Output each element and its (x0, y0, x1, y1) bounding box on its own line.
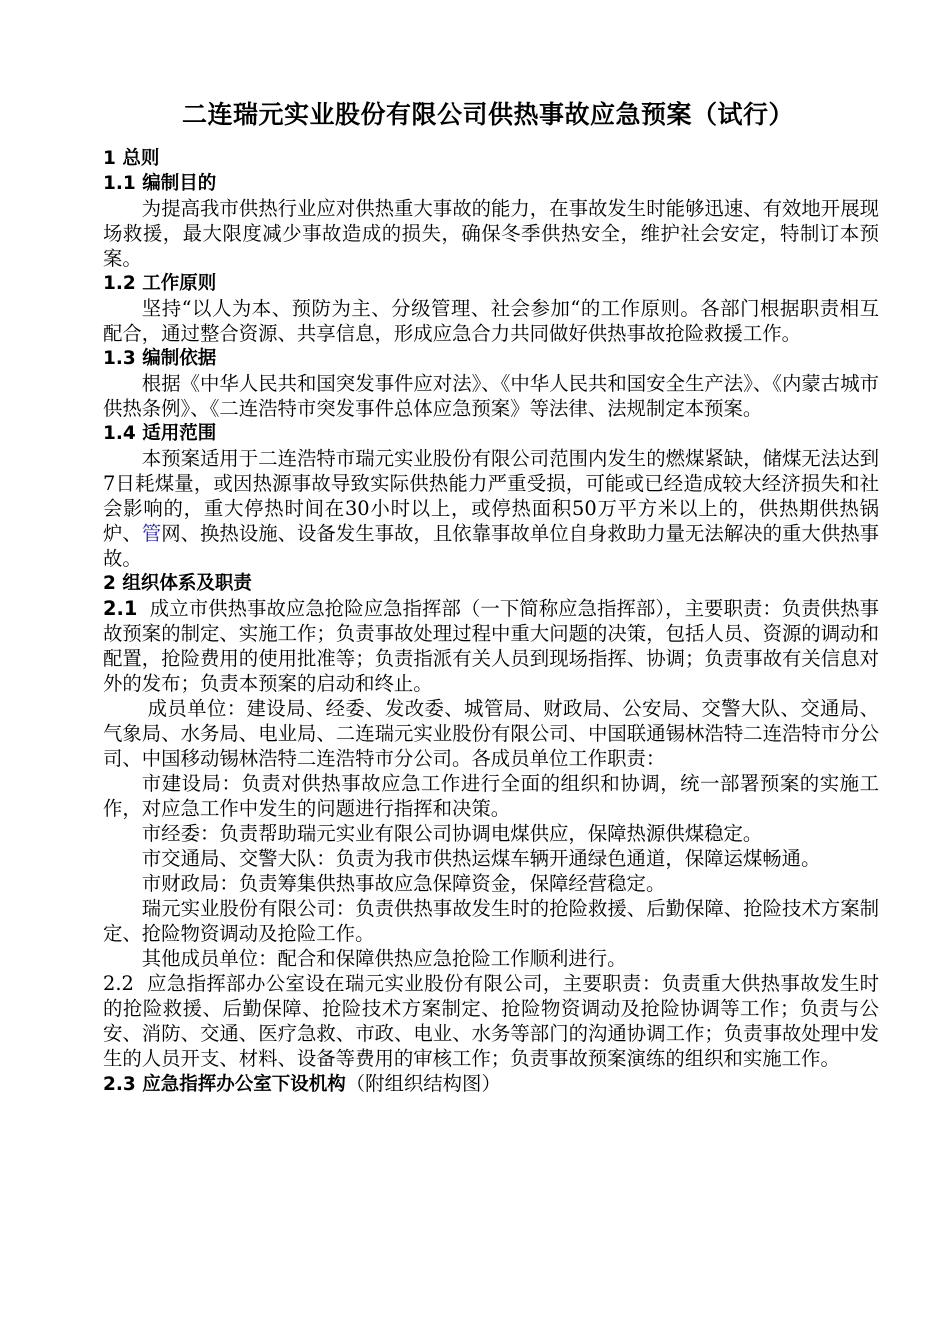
duty-construction-bureau: 市建设局：负责对供热事故应急工作进行全面的组织和协调，统一部署预案的实施工作，对应急工作中发生的问题进行指挥和决策。 (103, 772, 879, 820)
section-2-1-text (103, 596, 879, 696)
section-1-4-text-b: 网、换热设施、设备发生事故，且依靠事故单位自身救助力量无法解决的重大供热事故。 (103, 522, 880, 570)
pipe-link[interactable]: 管 (141, 522, 162, 545)
section-2-heading: 2 组织体系及职责 (103, 573, 252, 594)
section-1-4-text (103, 446, 879, 571)
section-1-3-heading: 1.3 编制依据 (103, 348, 217, 369)
duty-ruiyuan-company: 瑞元实业股份有限公司：负责供热事故发生时的抢险救援、后勤保障、抢险技术方案制定、抢险物资调动及抢险工作。 (103, 897, 879, 945)
section-1-4-heading: 1.4 适用范围 (103, 423, 217, 444)
section-2-2-text: 2.2 应急指挥部办公室设在瑞元实业股份有限公司，主要职责：负责重大供热事故发生时的抢险救援、后勤保障、抢险技术方案制定、抢险物资调动及抢险协调等工作；负责与公安、消防、交通、医疗急救、市政、电业、水务等部门的沟通协调工作；负责事故处理中发生的人员开支、材料、设备等费用的审核工作；负责事故预案演练的组织和实施工作。 (103, 972, 879, 1070)
document-title: 二连瑞元实业股份有限公司供热事故应急预案（试行） (181, 100, 794, 129)
section-2-1-body: 成立市供热事故应急抢险应急指挥部（一下简称应急指挥部），主要职责：负责供热事故预案的制定、实施工作；负责事故处理过程中重大问题的决策，包括人员、资源的调动和配置，抢险费用的使用批准等；负责指派有关人员到现场指挥、协调；负责事故有关信息对外的发布；负责本预案的启动和终止。 (103, 597, 879, 695)
section-1-1-text: 为提高我市供热行业应对供热重大事故的能力，在事故发生时能够迅速、有效地开展现场救援，最大限度减少事故造成的损失，确保冬季供热安全，维护社会安定，特制订本预案。 (103, 197, 879, 270)
duty-traffic-bureau: 市交通局、交警大队：负责为我市供热运煤车辆开通绿色通道，保障运煤畅通。 (141, 847, 821, 870)
section-2-3-heading: 2.3 应急指挥办公室下设机构 (103, 1074, 346, 1095)
section-2-1-number: 2.1 (103, 597, 138, 620)
section-1-2-heading: 1.2 工作原则 (103, 273, 217, 294)
duty-economic-committee: 市经委：负责帮助瑞元实业有限公司协调电煤供应，保障热源供煤稳定。 (141, 822, 763, 845)
member-units-text: 成员单位：建设局、经委、发改委、城管局、财政局、公安局、交警大队、交通局、气象局、水务局、电业局、二连瑞元实业股份有限公司、中国联通锡林浩特二连浩特市分公司、中国移动锡林浩特二连浩特市分公司。各成员单位工作职责： (103, 697, 879, 770)
document-page (103, 100, 879, 1097)
section-1-3-text: 根据《中华人民共和国突发事件应对法》、《中华人民共和国安全生产法》、《内蒙古城市供热条例》、《二连浩特市突发事件总体应急预案》等法律、法规制定本预案。 (103, 372, 879, 420)
section-1-2-text: 坚持“以人为本、预防为主、分级管理、社会参加“的工作原则。各部门根据职责相互配合，通过整合资源、共享信息，形成应急合力共同做好供热事故抢险救援工作。 (103, 297, 879, 345)
section-1-1-heading: 1.1 编制目的 (103, 173, 217, 194)
duty-other-units: 其他成员单位：配合和保障供热应急抢险工作顺利进行。 (141, 947, 627, 970)
section-1-4-text-a: 本预案适用于二连浩特市瑞元实业股份有限公司范围内发生的燃煤紧缺，储煤无法达到7日耗煤量，或因热源事故导致实际供热能力严重受损，可能或已经造成较大经济损失和社会影响的，重大停热时间在30小时以上，或停热面积50万平方米以上的，供热期供热锅炉、 (103, 447, 879, 545)
section-2-3-heading-line (103, 1071, 879, 1097)
section-1-heading: 1 总则 (103, 148, 160, 169)
org-chart-note: （附组织结构图） (345, 1072, 501, 1095)
duty-finance-bureau: 市财政局：负责筹集供热事故应急保障资金，保障经营稳定。 (141, 872, 666, 895)
